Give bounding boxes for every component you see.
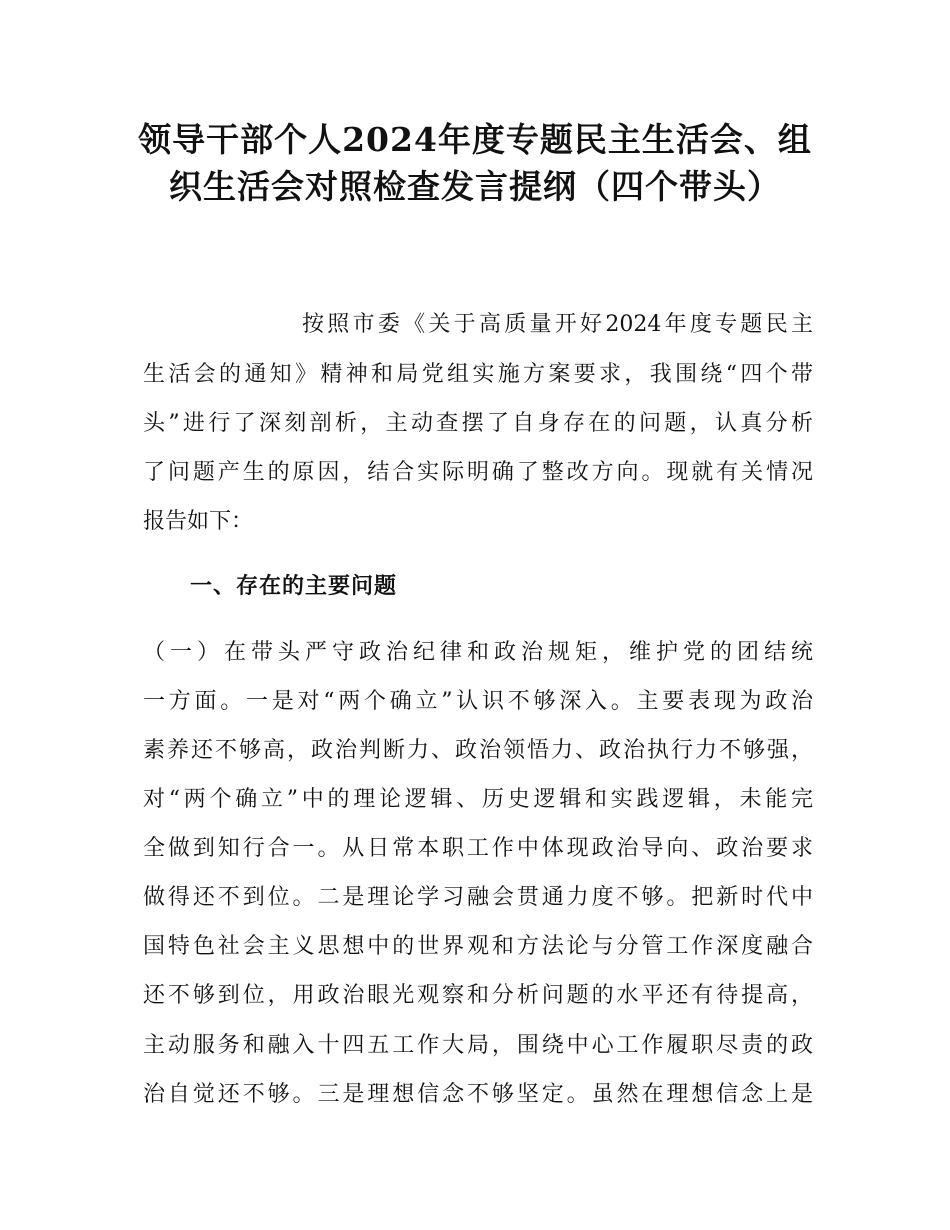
intro-paragraph-line-2: 生活会的通知》精神和局党组实施方案要求，我围绕“四个带 [143, 362, 813, 387]
document-title-line-2: 织生活会对照检查发言提纲（四个带头） [169, 167, 781, 206]
body-paragraph-line-5: 全做到知行合一。从日常本职工作中体现政治导向、政治要求 [143, 836, 813, 861]
intro-paragraph-line-5: 报告如下： [143, 509, 254, 534]
intro-paragraph-line-4: 了问题产生的原因，结合实际明确了整改方向。现就有关情况 [143, 460, 813, 485]
body-paragraph-line-2: 一方面。一是对“两个确立”认识不够深入。主要表现为政治 [143, 689, 813, 714]
body-paragraph-line-1: （一）在带头严守政治纪律和政治规矩，维护党的团结统 [143, 640, 813, 665]
document-title-line-1: 领导干部个人2024年度专题民主生活会、组 [138, 120, 812, 159]
body-paragraph-line-4: 对“两个确立”中的理论逻辑、历史逻辑和实践逻辑，未能完 [143, 787, 813, 812]
intro-paragraph-line-1: 按照市委《关于高质量开好2024年度专题民主 [302, 312, 813, 337]
body-paragraph-line-6: 做得还不到位。二是理论学习融会贯通力度不够。把新时代中 [143, 885, 813, 910]
section-heading: 一、存在的主要问题 [190, 574, 398, 599]
body-paragraph-line-9: 主动服务和融入十四五工作大局，围绕中心工作履职尽责的政 [143, 1033, 813, 1058]
body-paragraph-line-7: 国特色社会主义思想中的世界观和方法论与分管工作深度融合 [143, 934, 813, 959]
body-paragraph-line-8: 还不够到位，用政治眼光观察和分析问题的水平还有待提高， [143, 983, 813, 1008]
body-paragraph-line-3: 素养还不够高，政治判断力、政治领悟力、政治执行力不够强， [143, 738, 813, 763]
intro-paragraph-line-3: 头”进行了深刻剖析，主动查摆了自身存在的问题，认真分析 [143, 411, 813, 436]
body-paragraph-line-10: 治自觉还不够。三是理想信念不够坚定。虽然在理想信念上是 [143, 1082, 813, 1107]
